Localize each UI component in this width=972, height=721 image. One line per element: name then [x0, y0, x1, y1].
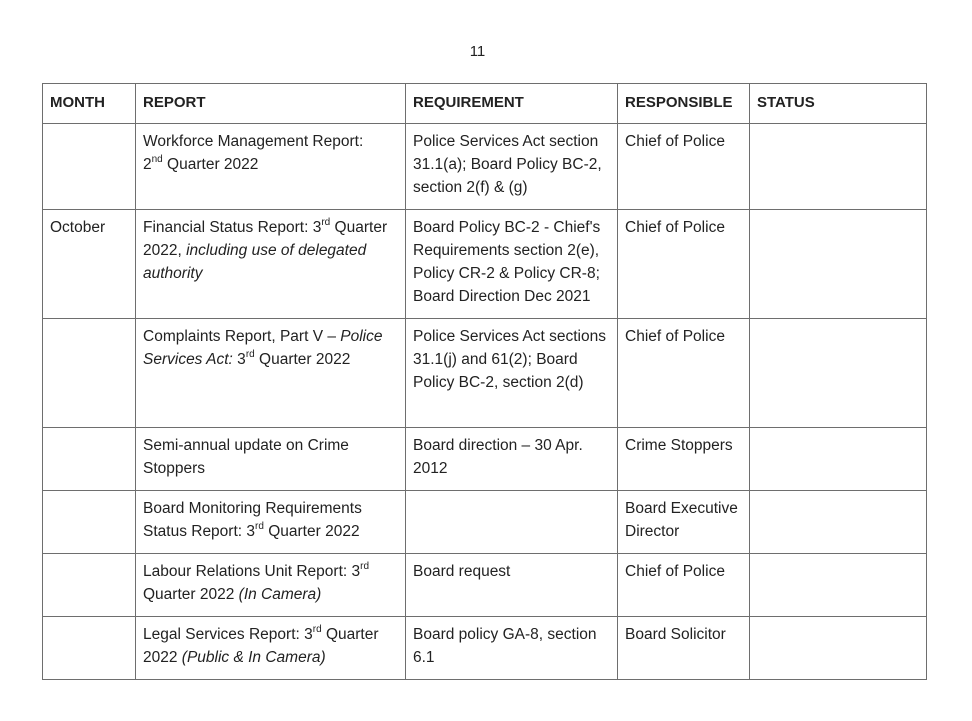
responsible-cell: Board Executive Director	[618, 491, 750, 554]
report-text: 2	[143, 156, 152, 173]
month-cell	[43, 554, 136, 617]
ordinal-suffix: nd	[151, 153, 163, 165]
requirement-cell: Police Services Act section 31.1(a); Board Policy BC-2, section 2(f) & (g)	[406, 124, 618, 210]
column-header-month: MONTH	[43, 84, 136, 124]
report-text: Financial Status Report: 3	[143, 219, 322, 236]
report-text: Quarter 2022	[162, 156, 259, 173]
status-cell	[750, 124, 927, 210]
report-text: 3	[232, 351, 246, 368]
responsible-cell: Board Solicitor	[618, 617, 750, 680]
responsible-cell: Crime Stoppers	[618, 428, 750, 491]
requirement-cell: Police Services Act sections 31.1(j) and 61(2); Board Policy BC-2, section 2(d)	[406, 319, 618, 428]
ordinal-suffix: rd	[312, 623, 322, 635]
responsible-cell: Chief of Police	[618, 554, 750, 617]
report-text: Complaints Report, Part V –	[143, 328, 341, 345]
column-header-requirement: REQUIREMENT	[406, 84, 618, 124]
ordinal-suffix: rd	[245, 348, 255, 360]
ordinal-suffix: rd	[360, 560, 370, 572]
report-text: Quarter 2022	[254, 351, 351, 368]
report-text: Quarter 2022	[143, 586, 239, 603]
report-italic-text: (Public & In Camera)	[181, 649, 326, 666]
requirement-cell: Board Policy BC-2 - Chief's Requirements section 2(e), Policy CR-2 & Policy CR-8; Board Direction Dec 2021	[406, 210, 618, 319]
page-number: 11	[469, 43, 486, 60]
report-cell	[136, 491, 406, 554]
ordinal-suffix: rd	[255, 520, 264, 532]
table-row	[43, 124, 927, 210]
report-text: Quarter 2022	[263, 523, 360, 540]
month-cell: October	[43, 210, 136, 319]
report-text: Quarter 2022,	[143, 219, 388, 259]
table-row	[43, 428, 927, 491]
status-cell	[750, 491, 927, 554]
month-cell	[43, 428, 136, 491]
column-header-responsible: RESPONSIBLE	[618, 84, 750, 124]
month-cell	[43, 491, 136, 554]
report-text: Workforce Management Report:	[143, 133, 364, 150]
table-row	[43, 491, 927, 554]
report-cell	[136, 554, 406, 617]
report-cell	[136, 617, 406, 680]
table-row	[43, 617, 927, 680]
requirement-cell: Board direction – 30 Apr. 2012	[406, 428, 618, 491]
report-italic-text: including use of delegated authority	[143, 242, 367, 282]
month-cell	[43, 617, 136, 680]
table-row	[43, 210, 927, 319]
requirement-cell	[406, 491, 618, 554]
month-cell	[43, 124, 136, 210]
report-text: Board Monitoring Requirements Status Report: 3	[143, 500, 362, 540]
responsible-cell: Chief of Police	[618, 210, 750, 319]
column-header-report: REPORT	[136, 84, 406, 124]
table-header-row	[43, 84, 927, 124]
report-text: Legal Services Report: 3	[143, 626, 313, 643]
status-cell	[750, 617, 927, 680]
responsible-cell: Chief of Police	[618, 319, 750, 428]
requirement-cell: Board policy GA-8, section 6.1	[406, 617, 618, 680]
report-text: Quarter 2022	[143, 626, 379, 666]
table-row	[43, 319, 927, 428]
status-cell	[750, 428, 927, 491]
report-italic-text: Police Services Act:	[143, 328, 383, 368]
status-cell	[750, 319, 927, 428]
report-text: Labour Relations Unit Report: 3	[143, 563, 361, 580]
status-cell	[750, 554, 927, 617]
table-row	[43, 554, 927, 617]
requirement-cell: Board request	[406, 554, 618, 617]
report-cell	[136, 210, 406, 319]
report-cell	[136, 428, 406, 491]
report-cell	[136, 124, 406, 210]
monitoring-schedule-table	[42, 83, 927, 680]
responsible-cell: Chief of Police	[618, 124, 750, 210]
month-cell	[43, 319, 136, 428]
status-cell	[750, 210, 927, 319]
report-text: Semi-annual update on Crime Stoppers	[143, 437, 349, 477]
report-italic-text: (In Camera)	[238, 586, 322, 603]
ordinal-suffix: rd	[321, 216, 331, 228]
report-cell	[136, 319, 406, 428]
column-header-status: STATUS	[750, 84, 927, 124]
